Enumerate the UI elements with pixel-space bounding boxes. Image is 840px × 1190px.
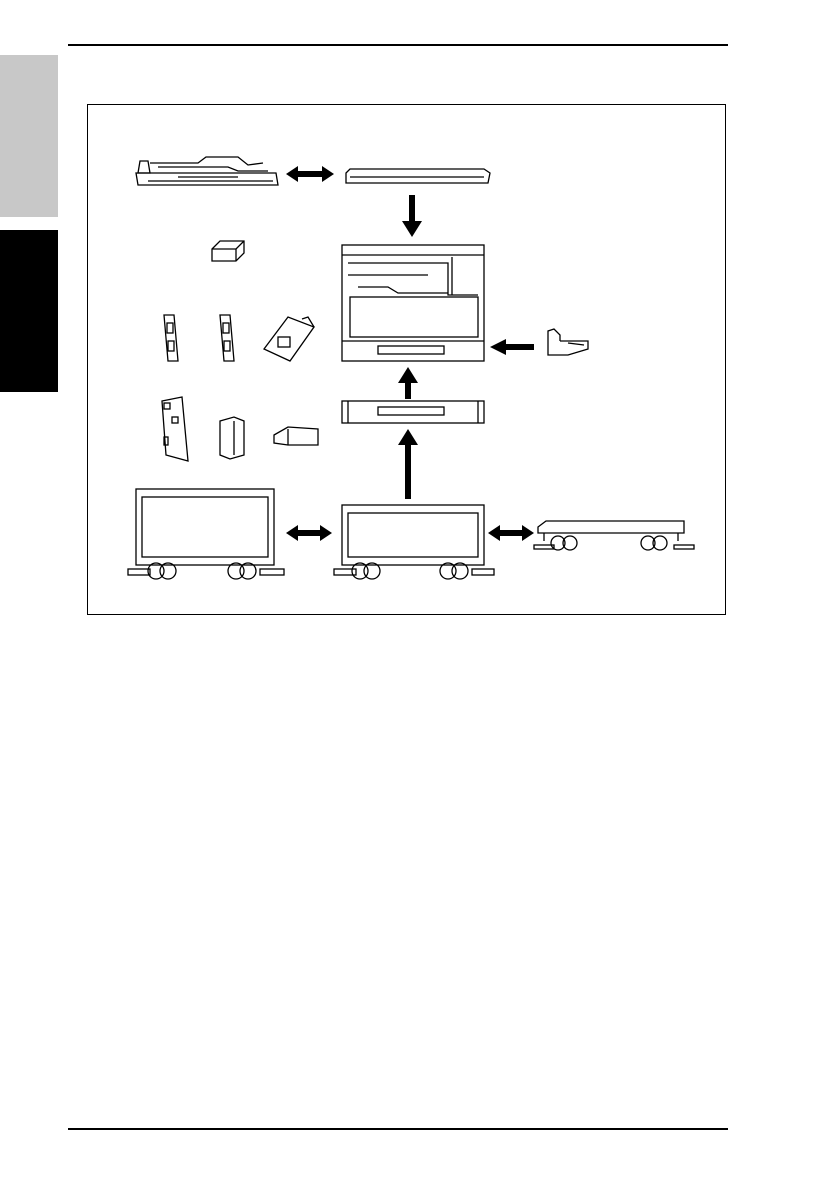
section-tab-current bbox=[0, 230, 58, 392]
paper-feed-cabinet-illustration bbox=[342, 401, 484, 423]
interface-kit-illustration bbox=[264, 317, 314, 361]
original-cover-illustration bbox=[346, 169, 490, 183]
desk-illustration bbox=[334, 505, 494, 579]
arrow-desktall-desk bbox=[286, 525, 332, 541]
option-box-illustration bbox=[274, 427, 318, 445]
figure-drawing bbox=[88, 105, 727, 616]
section-tab-upper bbox=[0, 55, 58, 217]
arrow-separator-main bbox=[490, 339, 534, 355]
arrow-desk-cabinet bbox=[398, 429, 418, 499]
main-unit-illustration bbox=[342, 245, 484, 361]
header-rule bbox=[68, 44, 728, 46]
option-unit-small-illustration bbox=[220, 417, 244, 459]
job-separator-illustration bbox=[548, 329, 588, 355]
arrow-desk-desklow bbox=[488, 525, 534, 541]
desk-low-illustration bbox=[534, 521, 694, 550]
document-feeder-illustration bbox=[136, 157, 278, 185]
controller-board-illustration bbox=[162, 397, 188, 461]
memory-module-1-illustration bbox=[164, 315, 178, 361]
small-module-illustration bbox=[212, 241, 244, 261]
arrow-feeder-cover bbox=[286, 166, 334, 182]
system-configuration-figure bbox=[87, 104, 726, 615]
arrow-cover-main bbox=[402, 195, 422, 237]
desk-tall-illustration bbox=[128, 489, 284, 579]
footer-rule bbox=[68, 1128, 728, 1130]
arrow-cabinet-main bbox=[398, 367, 418, 399]
memory-module-2-illustration bbox=[220, 315, 234, 361]
